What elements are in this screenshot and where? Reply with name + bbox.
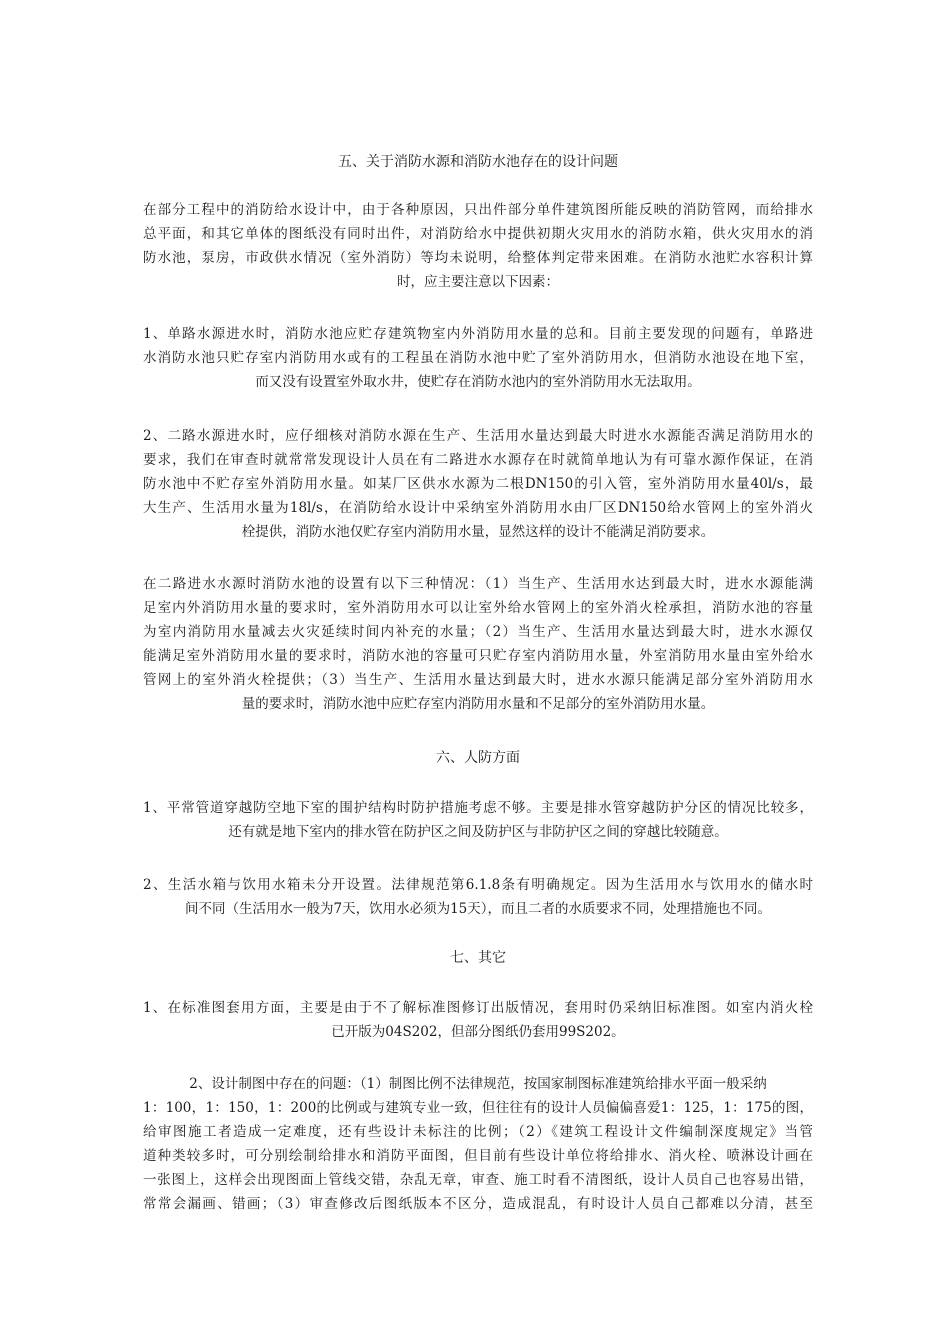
text-line: 常常会漏画、错画；（3）审查修改后图纸版本不区分，造成混乱，有时设计人员自己都难以分清，甚至: [143, 1196, 813, 1212]
text-line: 在二路进水水源时消防水池的设置有以下三种情况：（1）当生产、生活用水达到最大时，进水水源能满: [143, 576, 813, 592]
text-line: 总平面，和其它单体的图纸没有同时出件，对消防给水中提供初期火灾用水的消防水箱，供火灾用水的消: [143, 226, 813, 242]
text-line: 给审图施工者造成一定难度，还有些设计未标注的比例；（2）《建筑工程设计文件编制深度规定》当管: [143, 1124, 813, 1140]
text-line: 时，应主要注意以下因素：: [397, 274, 559, 290]
text-line: 防水池中不贮存室外消防用水量。如某厂区供水水源为二根DN150的引入管，室外消防用水量40l/s，最: [143, 476, 813, 492]
paragraph-standard-drawings: [143, 996, 813, 1044]
text-line: 为室内消防用水量减去火灾延续时间内补充的水量；（2）当生产、生活用水量达到最大时，进水水源仅: [143, 624, 813, 640]
text-line: 管网上的室外消火栓提供；（3）当生产、生活用水量达到最大时，进水水源只能满足部分室外消防用水: [143, 672, 813, 688]
section-6-title: 六、人防方面: [436, 750, 520, 766]
text-line: 防水池，泵房，市政供水情况（室外消防）等均未说明，给整体判定带来困难。在消防水池贮水容积计算: [143, 250, 813, 266]
text-line: 要求，我们在审查时就常常发现设计人员在有二路进水水源存在时就简单地认为有可靠水源作保证，在消: [143, 452, 813, 468]
section-5-title: 五、关于消防水源和消防水池存在的设计问题: [338, 154, 618, 170]
paragraph-fire-water-design: [143, 198, 813, 294]
text-line: 在部分工程中的消防给水设计中，由于各种原因，只出件部分单件建筑图所能反映的消防管网，而给排水: [143, 202, 813, 218]
text-line: 一张图上，这样会出现图面上管线交错，杂乱无章，审查、施工时看不清图纸，设计人员自己也容易出错，: [143, 1172, 813, 1188]
text-line: 2、二路水源进水时，应仔细核对消防水源在生产、生活用水量达到最大时进水水源能否满足消防用水的: [143, 428, 813, 444]
text-line: 道种类较多时，可分别绘制给排水和消防平面图，但目前有些设计单位将给排水、消火栓、喷淋设计画在: [143, 1148, 813, 1164]
paragraph-three-cases: [143, 572, 813, 716]
text-line: 1、在标准图套用方面，主要是由于不了解标准图修订出版情况，套用时仍采纳旧标准图。如室内消火栓: [143, 1000, 813, 1016]
text-line: 量的要求时，消防水池中应贮存室内消防用水量和不足部分的室外消防用水量。: [241, 696, 715, 712]
text-line: 2、生活水箱与饮用水箱未分开设置。法律规范第6.1.8条有明确规定。因为生活用水与饮用水的储水时: [143, 877, 813, 893]
text-line: 已开版为04S202，但部分图纸仍套用99S202。: [331, 1024, 625, 1040]
paragraph-water-tanks: [143, 873, 813, 921]
text-line: 大生产、生活用水量为18l/s，在消防给水设计中采纳室外消防用水由厂区DN150给水管网上的室外消火: [143, 500, 813, 516]
text-line: 间不同（生活用水一般为7天，饮用水必须为15天），而且二者的水质要求不同，处理措施也不同。: [184, 901, 772, 917]
text-line: 还有就是地下室内的排水管在防护区之间及防护区与非防护区之间的穿越比较随意。: [228, 824, 728, 840]
paragraph-drawing-problems: [143, 1072, 813, 1216]
text-line: 2、设计制图中存在的问题：（1）制图比例不法律规范，按国家制图标准建筑给排水平面一般采纳: [189, 1076, 767, 1092]
paragraph-single-source: [143, 322, 813, 394]
text-line: 1、单路水源进水时，消防水池应贮存建筑物室内外消防用水量的总和。目前主要发现的问题有，单路进: [143, 326, 813, 342]
text-line: 水消防水池只贮存室内消防用水或有的工程虽在消防水池中贮了室外消防用水，但消防水池设在地下室，: [143, 350, 813, 366]
paragraph-dual-source: [143, 424, 813, 544]
paragraph-civil-defense-pipes: [143, 796, 813, 844]
text-line: 足室内外消防用水量的要求时，室外消防用水可以让室外给水管网上的室外消火栓承担，消防水池的容量: [143, 600, 813, 616]
text-line: 而又没有设置室外取水井，使贮存在消防水池内的室外消防用水无法取用。: [255, 374, 701, 390]
text-line: 1：100，1：150，1：200的比例或与建筑专业一致，但往往有的设计人员偏偏喜爱1：125，1：175的图，: [143, 1100, 813, 1116]
text-line: 1、平常管道穿越防空地下室的围护结构时防护措施考虑不够。主要是排水管穿越防护分区的情况比较多，: [143, 800, 813, 816]
section-7-title: 七、其它: [450, 950, 506, 966]
text-line: 能满足室外消防用水量的要求时，消防水池的容量可只贮存室内消防用水量，外室消防用水量由室外给水: [143, 648, 813, 664]
text-line: 栓提供，消防水池仅贮存室内消防用水量，显然这样的设计不能满足消防要求。: [241, 524, 715, 540]
